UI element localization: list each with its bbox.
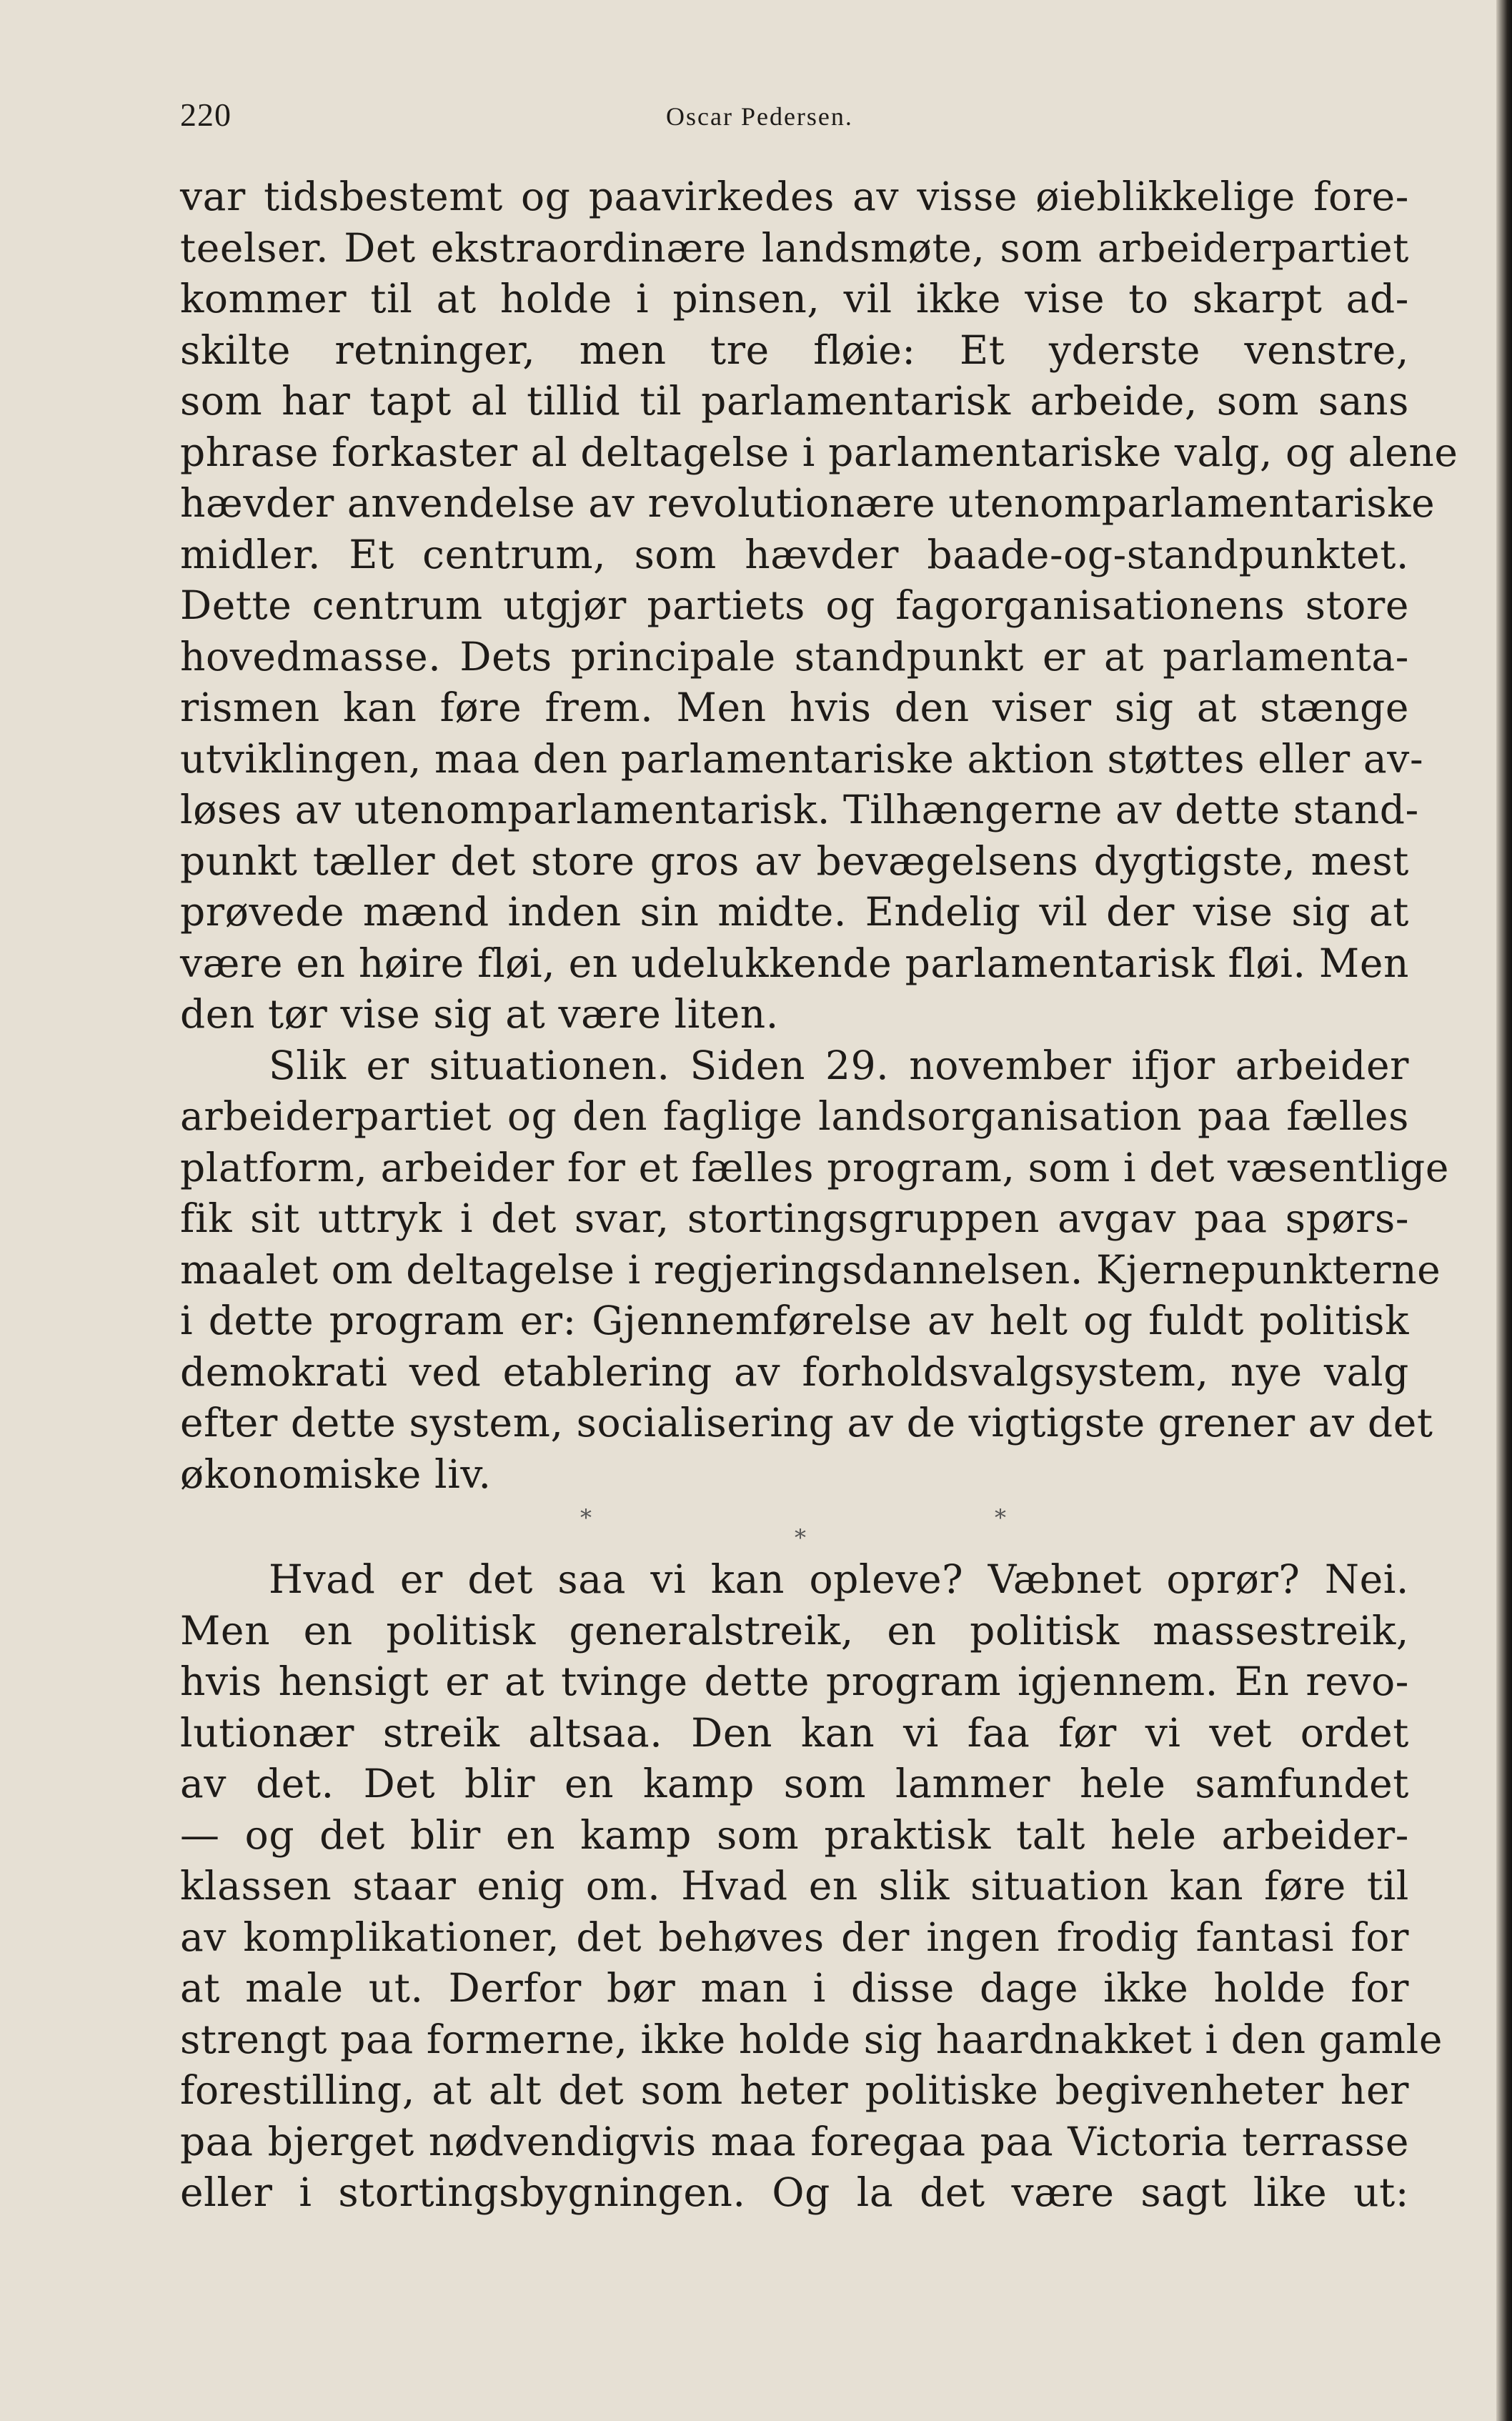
text-line: var tidsbestemt og paavirkedes av visse øieblikkelige fore- (180, 174, 1409, 219)
text-line: den tør vise sig at være liten. (180, 991, 779, 1037)
page-edge-shadow (1496, 0, 1512, 2421)
text-line: demokrati ved etablering av forholdsvalgsystem, nye valg (180, 1348, 1409, 1395)
text-line: eller i stortingsbygningen. Og la det være sagt like ut: (180, 2169, 1409, 2215)
text-line: phrase forkaster al deltagelse i parlamentariske valg, og alene (180, 429, 1458, 475)
text-line: økonomiske liv. (180, 1451, 492, 1497)
text-line: Hvad er det saa vi kan opleve? Væbnet oprør? Nei. (269, 1556, 1409, 1602)
text-line: Dette centrum utgjør partiets og fagorganisationens store (180, 582, 1409, 628)
text-line: arbeiderpartiet og den faglige landsorganisation paa fælles (180, 1093, 1409, 1139)
body-text (180, 171, 1458, 2219)
page-header (180, 96, 1438, 146)
paragraph-3 (180, 1554, 1443, 2219)
text-line: efter dette system, socialisering av de vigtigste grener av det (180, 1400, 1433, 1446)
text-line: platform, arbeider for et fælles program, som i det væsentlige (180, 1144, 1450, 1190)
text-line: Slik er situationen. Siden 29. november ifjor arbeider (269, 1042, 1409, 1088)
text-line: — og det blir en kamp som praktisk talt hele arbeider- (180, 1811, 1409, 1858)
text-line: paa bjerget nødvendigvis maa foregaa paa Victoria terrasse (180, 2118, 1409, 2164)
text-line: av komplikationer, det behøves der ingen frodig fantasi for (180, 1914, 1409, 1960)
paragraph-2 (180, 1040, 1450, 1501)
text-line: punkt tæller det store gros av bevægelsens dygtigste, mest (180, 837, 1409, 884)
text-line: i dette program er: Gjennemførelse av helt og fuldt politisk (180, 1298, 1409, 1343)
text-line: prøvede mænd inden sin midte. Endelig vil der vise sig at (180, 889, 1409, 935)
text-line: forestilling, at alt det som heter politiske begivenheter her (180, 2067, 1409, 2113)
asterisk: * (580, 1504, 592, 1531)
text-line: som har tapt al tillid til parlamentarisk arbeide, som sans (180, 378, 1409, 424)
section-break (180, 1500, 1409, 1554)
text-line: strengt paa formerne, ikke holde sig haardnakket i den gamle (180, 2016, 1443, 2062)
text-line: lutionær streik altsaa. Den kan vi faa før vi vet ordet (180, 1709, 1409, 1756)
text-line: teelser. Det ekstraordinære landsmøte, som arbeiderpartiet (180, 224, 1409, 271)
text-line: hævder anvendelse av revolutionære utenomparlamentariske (180, 480, 1436, 526)
text-line: hovedmasse. Dets principale standpunkt er at parlamenta- (180, 633, 1409, 680)
text-line: fik sit uttryk i det svar, stortingsgruppen avgav paa spørs- (180, 1195, 1409, 1241)
running-head: Oscar Pedersen. (666, 102, 853, 131)
text-line: midler. Et centrum, som hævder baade-og-standpunktet. (180, 531, 1409, 577)
text-line: Men en politisk generalstreik, en politisk massestreik, (180, 1607, 1409, 1654)
text-line: være en høire fløi, en udelukkende parlamentarisk fløi. Men (180, 940, 1409, 986)
text-line: av det. Det blir en kamp som lammer hele samfundet (180, 1761, 1409, 1806)
text-line: skilte retninger, men tre fløie: Et yderste venstre, (180, 327, 1409, 373)
text-line: at male ut. Derfor bør man i disse dage ikke holde for (180, 1965, 1409, 2011)
page-number: 220 (180, 96, 232, 133)
text-line: kommer til at holde i pinsen, vil ikke vise to skarpt ad- (180, 276, 1409, 322)
text-line: hvis hensigt er at tvinge dette program igjennem. En revo- (180, 1659, 1409, 1704)
text-line: rismen kan føre frem. Men hvis den viser sig at stænge (180, 685, 1409, 730)
text-line: utviklingen, maa den parlamentariske aktion støttes eller av- (180, 735, 1424, 782)
text-line: klassen staar enig om. Hvad en slik situation kan føre til (180, 1863, 1409, 1909)
asterisk: * (795, 1524, 806, 1551)
asterisk: * (995, 1504, 1006, 1531)
paragraph-1 (180, 171, 1458, 1040)
text-line: maalet om deltagelse i regjeringsdannelsen. Kjernepunkterne (180, 1246, 1441, 1293)
text-line: løses av utenomparlamentarisk. Tilhængerne av dette stand- (180, 787, 1419, 832)
